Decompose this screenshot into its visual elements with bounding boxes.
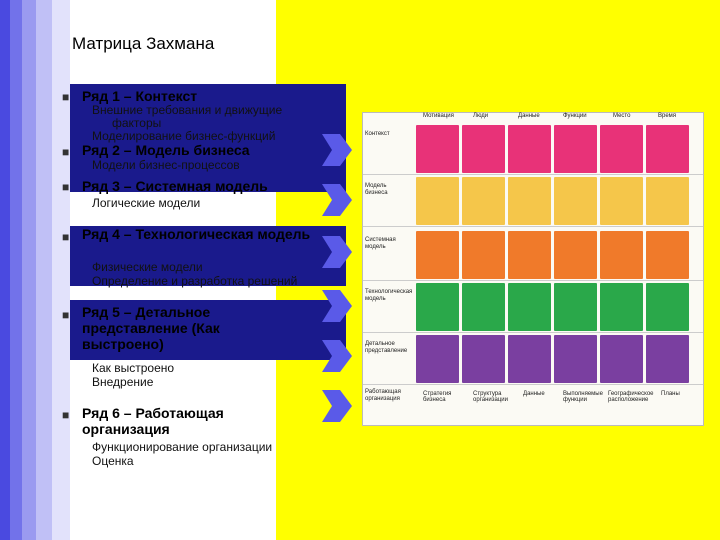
matrix-column-header: Люди <box>473 113 489 119</box>
row-6-heading: Ряд 6 – Работающая организация <box>82 405 224 437</box>
bullet-2: ■ <box>62 145 70 159</box>
row-4-sub-1: Физические модели <box>92 260 203 274</box>
matrix-cell <box>462 125 505 173</box>
chevron-arrow-icon <box>322 390 352 422</box>
bullet-6: ■ <box>62 408 70 422</box>
row-1-sub-1: Внешние требования и движущие <box>92 103 283 117</box>
matrix-cell <box>600 125 643 173</box>
matrix-cell <box>600 231 643 279</box>
row-4-sub-2: Определение и разработка решений <box>92 274 298 288</box>
matrix-row-separator <box>363 384 703 385</box>
matrix-cell <box>646 177 689 225</box>
matrix-cell <box>462 335 505 383</box>
matrix-cell <box>646 283 689 331</box>
row-2-heading: Ряд 2 – Модель бизнеса <box>82 142 250 158</box>
matrix-row-label: Работающая организация <box>365 389 401 402</box>
row-1-heading: Ряд 1 – Контекст <box>82 88 198 104</box>
row-3-sub-1: Логические модели <box>92 196 201 210</box>
matrix-row-separator <box>363 280 703 281</box>
matrix-cell <box>508 231 551 279</box>
matrix-row-label: Детальное представление <box>365 341 408 354</box>
row-6-sub-2: Оценка <box>92 454 134 468</box>
matrix-cell <box>416 125 459 173</box>
matrix-cell <box>416 177 459 225</box>
matrix-cell <box>600 283 643 331</box>
matrix-cell <box>646 335 689 383</box>
matrix-cell <box>508 283 551 331</box>
chevron-arrow-icon <box>322 184 352 216</box>
matrix-row-separator <box>363 332 703 333</box>
matrix-bottom-label: Географическое расположение <box>608 391 654 403</box>
row-5-sub-1: Как выстроено <box>92 361 175 375</box>
page-title: Матрица Захмана <box>72 34 215 53</box>
matrix-cell <box>416 231 459 279</box>
row-2-sub-1: Модели бизнес-процессов <box>92 158 240 172</box>
matrix-row-label: Технологическая модель <box>365 289 413 302</box>
matrix-cell <box>416 335 459 383</box>
matrix-row-label: Модель бизнеса <box>365 183 388 196</box>
matrix-column-header: Место <box>613 113 631 119</box>
matrix-cell <box>554 231 597 279</box>
row-5-heading: Ряд 5 – Детальное представление (Как выстроено) <box>82 304 220 352</box>
matrix-cell <box>508 177 551 225</box>
row-3-heading: Ряд 3 – Системная модель <box>82 178 268 194</box>
matrix-cell <box>646 231 689 279</box>
matrix-cell <box>462 231 505 279</box>
row-4-heading: Ряд 4 – Технологическая модель <box>82 226 311 242</box>
chevron-arrow-icon <box>322 236 352 268</box>
row-5-sub-2: Внедрение <box>92 375 154 389</box>
bullet-3: ■ <box>62 180 70 194</box>
matrix-cell <box>554 335 597 383</box>
matrix-column-header: Функции <box>563 113 587 119</box>
matrix-bottom-label: Данные <box>523 391 545 397</box>
matrix-bottom-label: Выполняемые функции <box>563 391 603 403</box>
matrix-cell <box>462 177 505 225</box>
matrix-column-header: Данные <box>518 113 540 119</box>
matrix-row-separator <box>363 226 703 227</box>
matrix-cell <box>416 283 459 331</box>
matrix-column-header: Время <box>658 113 677 119</box>
matrix-cell <box>462 283 505 331</box>
row-6-sub-1: Функционирование организации <box>92 440 273 454</box>
row-1-sub-2: факторы <box>112 116 162 130</box>
zachman-matrix-figure <box>362 112 704 426</box>
matrix-cell <box>554 177 597 225</box>
matrix-cell <box>554 283 597 331</box>
matrix-row-separator <box>363 174 703 175</box>
matrix-bottom-label: Стратегия бизнеса <box>423 391 452 403</box>
matrix-cell <box>600 177 643 225</box>
matrix-cell <box>646 125 689 173</box>
matrix-row-label: Контекст <box>365 131 390 137</box>
matrix-cell <box>508 125 551 173</box>
chevron-arrow-icon <box>322 134 352 166</box>
row-1-sub-3: Моделирование бизнес-функций <box>92 129 276 143</box>
matrix-column-header: Мотивация <box>423 113 454 119</box>
matrix-cell <box>554 125 597 173</box>
matrix-bottom-label: Планы <box>661 391 680 397</box>
bullet-1: ■ <box>62 90 70 104</box>
bullet-4: ■ <box>62 230 70 244</box>
matrix-cell <box>600 335 643 383</box>
chevron-arrow-icon <box>322 290 352 322</box>
matrix-bottom-label: Структура организации <box>473 391 508 403</box>
chevron-arrow-icon <box>322 340 352 372</box>
matrix-row-label: Системная модель <box>365 237 396 250</box>
matrix-cell <box>508 335 551 383</box>
bullet-5: ■ <box>62 308 70 322</box>
